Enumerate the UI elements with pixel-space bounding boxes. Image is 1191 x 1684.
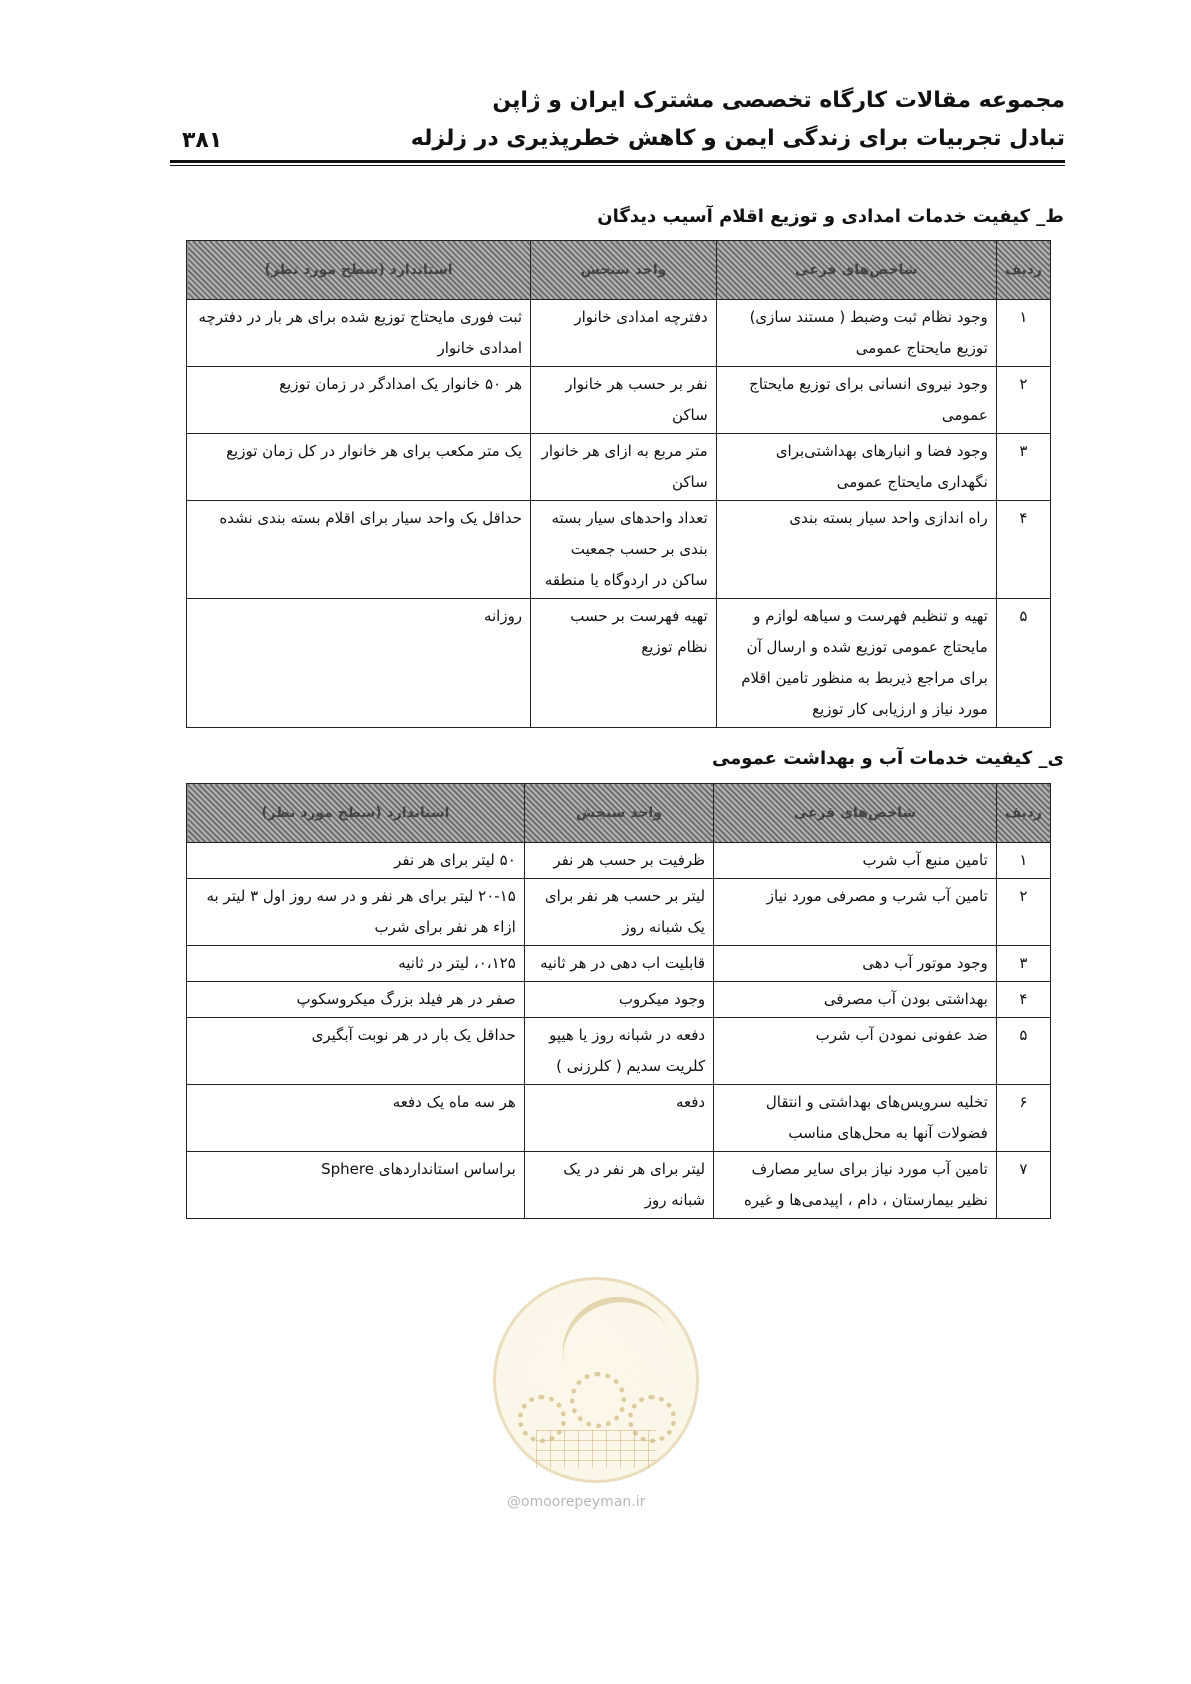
- table-row: [187, 1152, 1051, 1219]
- row-index: وجود فضا و انبارهای بهداشتی‌برای نگهداری مایحتاج عمومی: [716, 434, 996, 501]
- row-number: ۳: [996, 946, 1050, 982]
- row-standard: هر سه ماه یک دفعه: [187, 1085, 525, 1152]
- row-unit: متر مربع به ازای هر خانوار ساکن: [531, 434, 717, 501]
- row-index: وجود نیروی انسانی برای توزیع مایحتاج عمومی: [716, 367, 996, 434]
- table-row: [187, 1018, 1051, 1085]
- row-number: ۶: [996, 1085, 1050, 1152]
- header-title-line2: تبادل تجربیات برای زندگی ایمن و کاهش خطرپذیری در زلزله: [410, 126, 1065, 151]
- row-standard: ۰،۱۲۵، لیتر در ثانیه: [187, 946, 525, 982]
- row-unit: وجود میکروب: [524, 982, 713, 1018]
- row-standard: ۲۰-۱۵ لیتر برای هر نفر و در سه روز اول ۳ لیتر به ازاء هر نفر برای شرب: [187, 879, 525, 946]
- row-index: تامین آب شرب و مصرفی مورد نیاز: [714, 879, 997, 946]
- table-header-row: [187, 784, 1051, 843]
- row-number: ۴: [996, 982, 1050, 1018]
- row-index: تامین آب مورد نیاز برای سایر مصارف نظیر بیمارستان ، دام ، اپیدمی‌ها و غیره: [714, 1152, 997, 1219]
- row-index: ضد عفونی نمودن آب شرب: [714, 1018, 997, 1085]
- row-unit: تهیه فهرست بر حسب نظام توزیع: [531, 599, 717, 728]
- row-unit: لیتر برای هر نفر در یک شبانه روز: [524, 1152, 713, 1219]
- logo-arc: [548, 1283, 673, 1380]
- row-unit: دفترچه امدادی خانوار: [531, 300, 717, 367]
- gear-icon: [570, 1372, 626, 1428]
- table-header-row: [187, 241, 1051, 300]
- header-row-number: ردیف: [996, 784, 1050, 843]
- table-row: [187, 879, 1051, 946]
- watermark-url: @omoorepeyman.ir: [507, 1494, 646, 1510]
- row-standard: صفر در هر فیلد بزرگ میکروسکوپ: [187, 982, 525, 1018]
- header-divider: [170, 160, 1065, 163]
- row-number: ۱: [996, 843, 1050, 879]
- row-standard: هر ۵۰ خانوار یک امدادگر در زمان توزیع: [187, 367, 531, 434]
- page-header: [170, 86, 1065, 154]
- row-standard: ۵۰ لیتر برای هر نفر: [187, 843, 525, 879]
- watermark-logo: [493, 1277, 699, 1483]
- table-row: [187, 843, 1051, 879]
- table-row: [187, 300, 1051, 367]
- row-index: تامین منبع آب شرب: [714, 843, 997, 879]
- row-index: راه اندازی واحد سیار بسته بندی: [716, 501, 996, 599]
- header-sub-index: شاخص‌های فرعی: [714, 784, 997, 843]
- row-number: ۱: [996, 300, 1050, 367]
- header-title-line1: مجموعه مقالات کارگاه تخصصی مشترک ایران و ژاپن: [492, 88, 1065, 113]
- row-number: ۵: [996, 599, 1050, 728]
- row-index: تخلیه سرویس‌های بهداشتی و انتقال فضولات آنها به محل‌های مناسب: [714, 1085, 997, 1152]
- header-sub-index: شاخص‌های فرعی: [716, 241, 996, 300]
- row-index: وجود نظام ثبت وضبط ( مستند سازی) توزیع مایحتاج عمومی: [716, 300, 996, 367]
- page-number: ۳۸۱: [182, 128, 223, 153]
- table-row: [187, 501, 1051, 599]
- logo-grid: [536, 1430, 656, 1468]
- relief-distribution-table: [186, 240, 1051, 728]
- header-standard: استاندارد (سطح مورد نظر): [187, 784, 525, 843]
- row-standard: یک متر مکعب برای هر خانوار در کل زمان توزیع: [187, 434, 531, 501]
- row-unit: ظرفیت بر حسب هر نفر: [524, 843, 713, 879]
- row-index: تهیه و تنظیم فهرست و سیاهه لوازم و مایحتاج عمومی توزیع شده و ارسال آن برای مراجع ذیربط به منظور تامین اقلام مورد نیاز و ارزیابی کار توزیع: [716, 599, 996, 728]
- row-number: ۳: [996, 434, 1050, 501]
- row-number: ۷: [996, 1152, 1050, 1219]
- table-row: [187, 982, 1051, 1018]
- row-unit: قابلیت اب دهی در هر ثانیه: [524, 946, 713, 982]
- section-title-water: ی_ کیفیت خدمات آب و بهداشت عمومی: [711, 748, 1064, 769]
- row-standard: روزانه: [187, 599, 531, 728]
- row-unit: تعداد واحدهای سیار بسته بندی بر حسب جمعیت ساکن در اردوگاه یا منطقه: [531, 501, 717, 599]
- row-number: ۲: [996, 879, 1050, 946]
- table-row: [187, 599, 1051, 728]
- row-unit: لیتر بر حسب هر نفر برای یک شبانه روز: [524, 879, 713, 946]
- header-row-number: ردیف: [996, 241, 1050, 300]
- table-row: [187, 1085, 1051, 1152]
- row-index: وجود موتور آب دهی: [714, 946, 997, 982]
- header-standard: استاندارد (سطح مورد نظر): [187, 241, 531, 300]
- row-index: بهداشتی بودن آب مصرفی: [714, 982, 997, 1018]
- row-unit: دفعه در شبانه روز یا هیپو کلریت سدیم ( کلرزنی ): [524, 1018, 713, 1085]
- row-standard: حداقل یک واحد سیار برای اقلام بسته بندی نشده: [187, 501, 531, 599]
- row-standard: حداقل یک بار در هر نوبت آبگیری: [187, 1018, 525, 1085]
- water-sanitation-table: [186, 783, 1051, 1219]
- table-row: [187, 946, 1051, 982]
- row-number: ۴: [996, 501, 1050, 599]
- row-unit: نفر بر حسب هر خانوار ساکن: [531, 367, 717, 434]
- row-number: ۲: [996, 367, 1050, 434]
- header-divider-thin: [170, 165, 1065, 166]
- row-standard: براساس استانداردهای Sphere: [187, 1152, 525, 1219]
- header-unit: واحد سنجش: [531, 241, 717, 300]
- watermark-url-text: omoorepeyman.ir: [521, 1494, 646, 1510]
- header-unit: واحد سنجش: [524, 784, 713, 843]
- section-title-relief: ط_ کیفیت خدمات امدادی و توزیع اقلام آسیب دیدگان: [597, 206, 1064, 227]
- row-standard: ثبت فوری مایحتاج توزیع شده برای هر بار در دفترچه امدادی خانوار: [187, 300, 531, 367]
- row-unit: دفعه: [524, 1085, 713, 1152]
- table-row: [187, 367, 1051, 434]
- table-row: [187, 434, 1051, 501]
- row-number: ۵: [996, 1018, 1050, 1085]
